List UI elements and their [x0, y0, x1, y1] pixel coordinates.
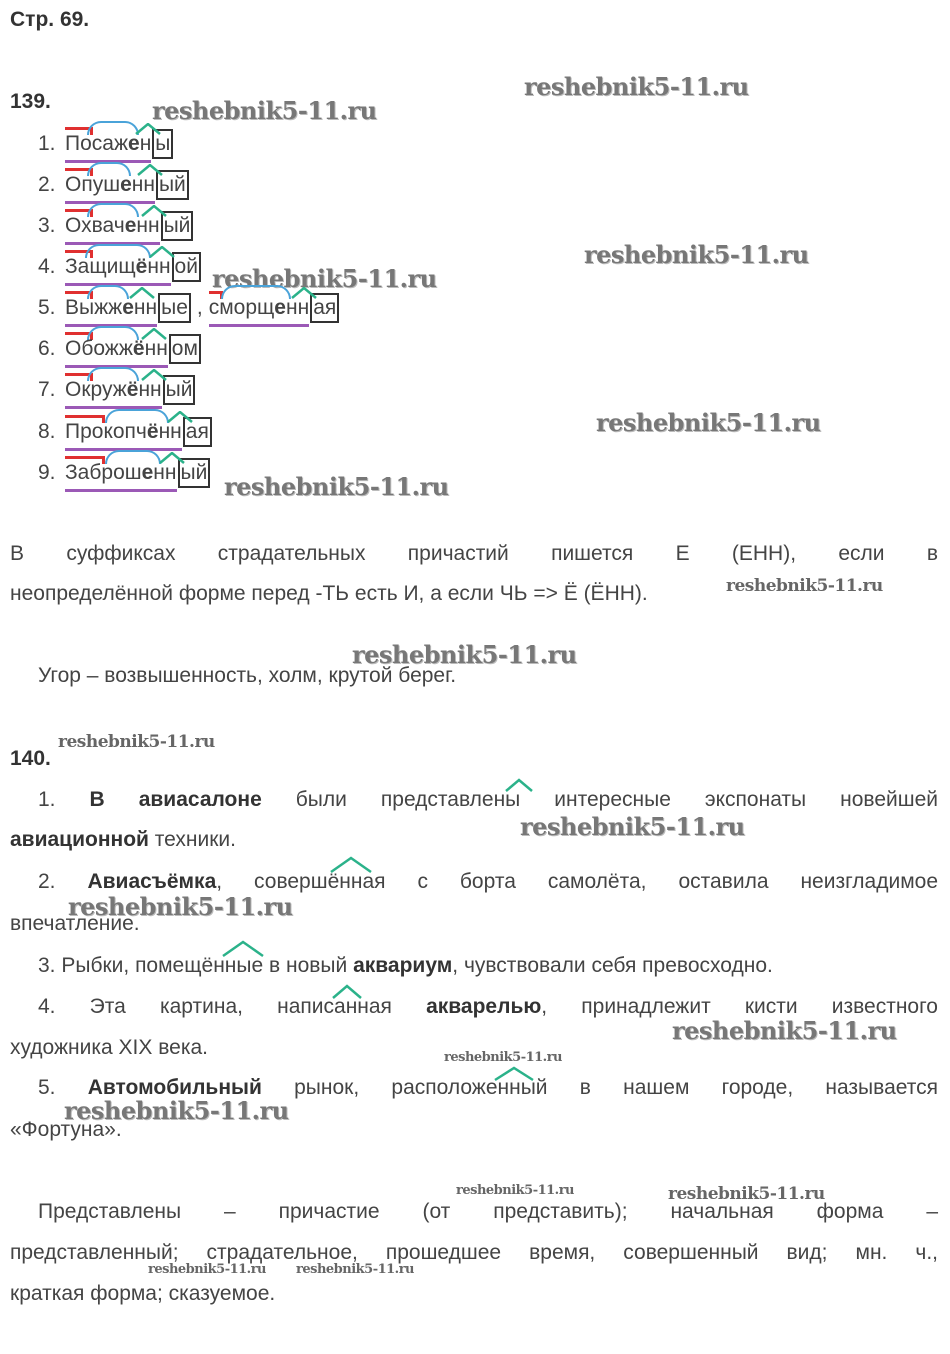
- suffix-mark: [494, 1066, 534, 1082]
- participle: представлены: [381, 788, 520, 811]
- item-number: 7.: [38, 378, 56, 401]
- watermark: reshebnik5-11.ru: [224, 472, 449, 501]
- list-item: [38, 334, 201, 364]
- list-item: [38, 293, 339, 323]
- watermark: reshebnik5-11.ru: [668, 1184, 825, 1204]
- ending-box: ая: [183, 417, 212, 447]
- parsed-word: сморщенн ая: [209, 293, 340, 323]
- watermark: reshebnik5-11.ru: [68, 892, 293, 921]
- analysis-line: представленный; страдательное, прошедшее время, совершенный вид; мн. ч.,: [10, 1241, 938, 1264]
- rule-line: неопределённой форме перед -ТЬ есть И, а если ЧЬ => Ё (ЁНН).: [10, 582, 648, 605]
- watermark: reshebnik5-11.ru: [524, 72, 749, 101]
- sentence-cont: авиационной техники.: [10, 828, 236, 851]
- sentence: 2. Авиасъёмка, совершённая с борта самолёта, оставила неизгладимое: [38, 870, 938, 893]
- watermark: reshebnik5-11.ru: [64, 1096, 289, 1125]
- watermark: reshebnik5-11.ru: [584, 240, 809, 269]
- item-number: 5.: [38, 296, 56, 319]
- item-number: 3.: [38, 214, 56, 237]
- list-item: [38, 417, 212, 447]
- sentence: 3. Рыбки, помещённые в новый аквариум, чувствовали себя превосходно.: [38, 954, 773, 977]
- item-number: 6.: [38, 337, 56, 360]
- parsed-word: Окружённ ый: [65, 375, 195, 405]
- watermark: reshebnik5-11.ru: [596, 408, 821, 437]
- definition: Угор – возвышенность, холм, крутой берег.: [38, 664, 457, 687]
- parsed-word: Охваченн ый: [65, 211, 193, 241]
- watermark: reshebnik5-11.ru: [444, 1050, 563, 1065]
- watermark: reshebnik5-11.ru: [152, 96, 377, 125]
- list-item: [38, 170, 189, 200]
- parsed-word: Заброшенн ый: [65, 458, 210, 488]
- sentence: 4. Эта картина, написанная акварелью, принадлежит кисти известного: [38, 995, 938, 1018]
- watermark: reshebnik5-11.ru: [520, 812, 745, 841]
- item-number: 2.: [38, 173, 56, 196]
- ending-box: ый: [156, 170, 189, 200]
- sentence-cont: художника XIX века.: [10, 1036, 208, 1059]
- task-number: 140.: [10, 747, 51, 770]
- item-number: 4.: [38, 255, 56, 278]
- watermark: reshebnik5-11.ru: [296, 1262, 415, 1277]
- suffix-mark: [222, 940, 264, 958]
- ending-box: ом: [169, 334, 201, 364]
- list-item: [38, 129, 173, 159]
- sentence: 5. Автомобильный рынок, расположенный в нашем городе, называется: [38, 1076, 938, 1099]
- suffix-mark: [505, 778, 533, 792]
- ending-box: ой: [172, 252, 201, 282]
- page-reference: Стр. 69.: [10, 8, 90, 31]
- item-number: 9.: [38, 461, 56, 484]
- sentence: 1. В авиасалоне были представлены интересные экспонаты новейшей: [38, 780, 938, 820]
- ending-box: ый: [178, 458, 211, 488]
- watermark: reshebnik5-11.ru: [456, 1183, 575, 1198]
- ending-box: ый: [161, 211, 194, 241]
- sentence-cont: впечатление.: [10, 912, 140, 935]
- watermark: reshebnik5-11.ru: [352, 640, 577, 669]
- rule-line: В суффиксах страдательных причастий пишется Е (ЕНН), если в: [10, 542, 938, 565]
- list-item: [38, 458, 210, 488]
- parsed-word: Посажен ы: [65, 129, 173, 159]
- task-number: 139.: [10, 90, 51, 113]
- item-number: 8.: [38, 420, 56, 443]
- suffix-mark: [330, 856, 372, 874]
- parsed-word: Обожжённ ом: [65, 334, 201, 364]
- ending-box: ый: [163, 375, 196, 405]
- suffix-mark: [332, 984, 362, 1000]
- watermark: reshebnik5-11.ru: [148, 1262, 267, 1277]
- separator: ,: [196, 296, 203, 319]
- analysis-line: краткая форма; сказуемое.: [10, 1282, 276, 1305]
- item-number: 1.: [38, 132, 56, 155]
- parsed-word: Опушенн ый: [65, 170, 189, 200]
- list-item: [38, 211, 193, 241]
- watermark: reshebnik5-11.ru: [212, 264, 437, 293]
- analysis-line: Представлены – причастие (от представить); начальная форма –: [38, 1200, 938, 1223]
- ending-box: ы: [152, 129, 173, 159]
- parsed-word: Защищённ ой: [65, 252, 201, 282]
- ending-box: ая: [310, 293, 339, 323]
- sentence-cont: «Фортуна».: [10, 1118, 122, 1141]
- watermark: reshebnik5-11.ru: [672, 1016, 897, 1045]
- parsed-word: Прокопчённ ая: [65, 417, 212, 447]
- ending-box: ые: [158, 293, 191, 323]
- parsed-word: Выжженн ые: [65, 293, 191, 323]
- watermark: reshebnik5-11.ru: [726, 576, 883, 596]
- watermark: reshebnik5-11.ru: [58, 732, 215, 752]
- list-item: [38, 375, 195, 405]
- list-item: [38, 252, 201, 282]
